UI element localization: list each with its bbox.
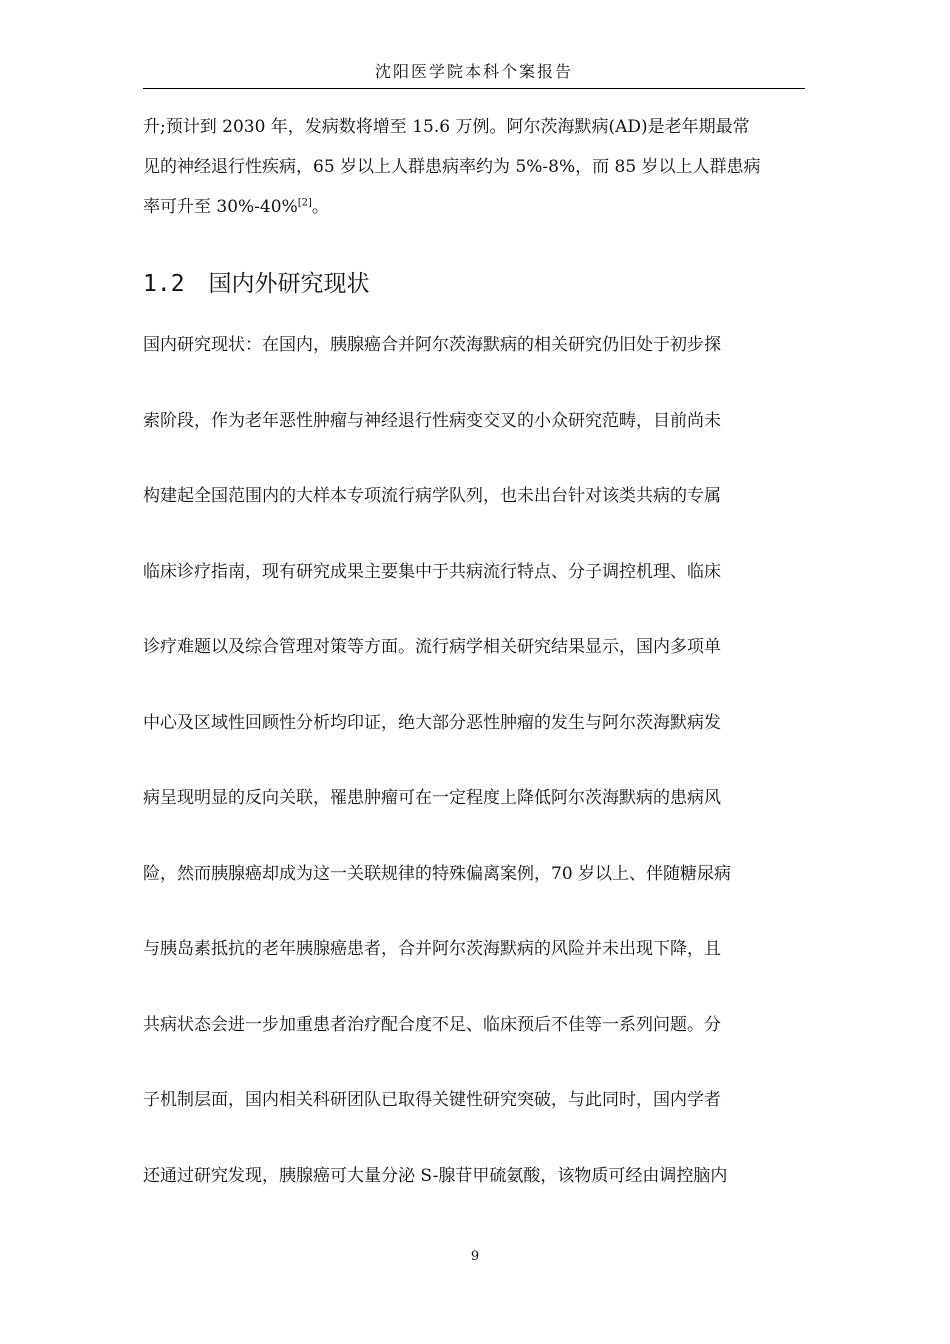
intro-line-last <box>143 192 807 232</box>
body-line: 与胰岛素抵抗的老年胰腺癌患者，合并阿尔茨海默病的风险并未出现下降，且 <box>143 939 721 959</box>
intro-line: 升;预计到 2030 年，发病数将增至 15.6 万例。阿尔茨海默病(AD)是老年期最常 <box>143 117 750 137</box>
section-title: 国内外研究现状 <box>208 271 370 297</box>
body-line: 国内研究现状：在国内，胰腺癌合并阿尔茨海默病的相关研究仍旧处于初步探 <box>143 335 721 355</box>
section-number: 1.2 <box>143 271 185 297</box>
body-line: 索阶段，作为老年恶性肿瘤与神经退行性病变交叉的小众研究范畴，目前尚未 <box>143 410 721 431</box>
body-line: 构建起全国范围内的大样本专项流行病学队列，也未出台针对该类共病的专属 <box>143 486 721 506</box>
body-line: 中心及区域性回顾性分析均印证，绝大部分恶性肿瘤的发生与阿尔茨海默病发 <box>143 712 721 733</box>
section-heading <box>143 266 370 302</box>
intro-line-ending: 。 <box>311 197 329 217</box>
body-line: 病呈现明显的反向关联，罹患肿瘤可在一定程度上降低阿尔茨海默病的患病风 <box>143 788 721 808</box>
intro-line-text: 率可升至 30%-40% <box>143 197 298 217</box>
body-paragraph <box>143 328 807 1234</box>
body-line: 子机制层面，国内相关科研团队已取得关键性研究突破，与此同时，国内学者 <box>143 1090 721 1110</box>
body-line: 临床诊疗指南，现有研究成果主要集中于共病流行特点、分子调控机理、临床 <box>143 561 721 582</box>
intro-line: 见的神经退行性疾病，65 岁以上人群患病率约为 5%-8%，而 85 岁以上人群患病 <box>143 157 761 177</box>
page-header <box>143 62 805 89</box>
header-title: 沈阳医学院本科个案报告 <box>374 62 573 81</box>
intro-paragraph <box>143 112 807 232</box>
body-line: 诊疗难题以及综合管理对策等方面。流行病学相关研究结果显示，国内多项单 <box>143 637 721 657</box>
body-line: 还通过研究发现，胰腺癌可大量分泌 S-腺苷甲硫氨酸，该物质可经由调控脑内 <box>143 1165 728 1186</box>
body-line: 险，然而胰腺癌却成为这一关联规律的特殊偏离案例，70 岁以上、伴随糖尿病 <box>143 863 732 884</box>
page-number: 9 <box>470 1249 480 1264</box>
body-line: 共病状态会进一步加重患者治疗配合度不足、临床预后不佳等一系列问题。分 <box>143 1014 721 1035</box>
citation-reference[interactable]: [2] <box>297 197 312 209</box>
